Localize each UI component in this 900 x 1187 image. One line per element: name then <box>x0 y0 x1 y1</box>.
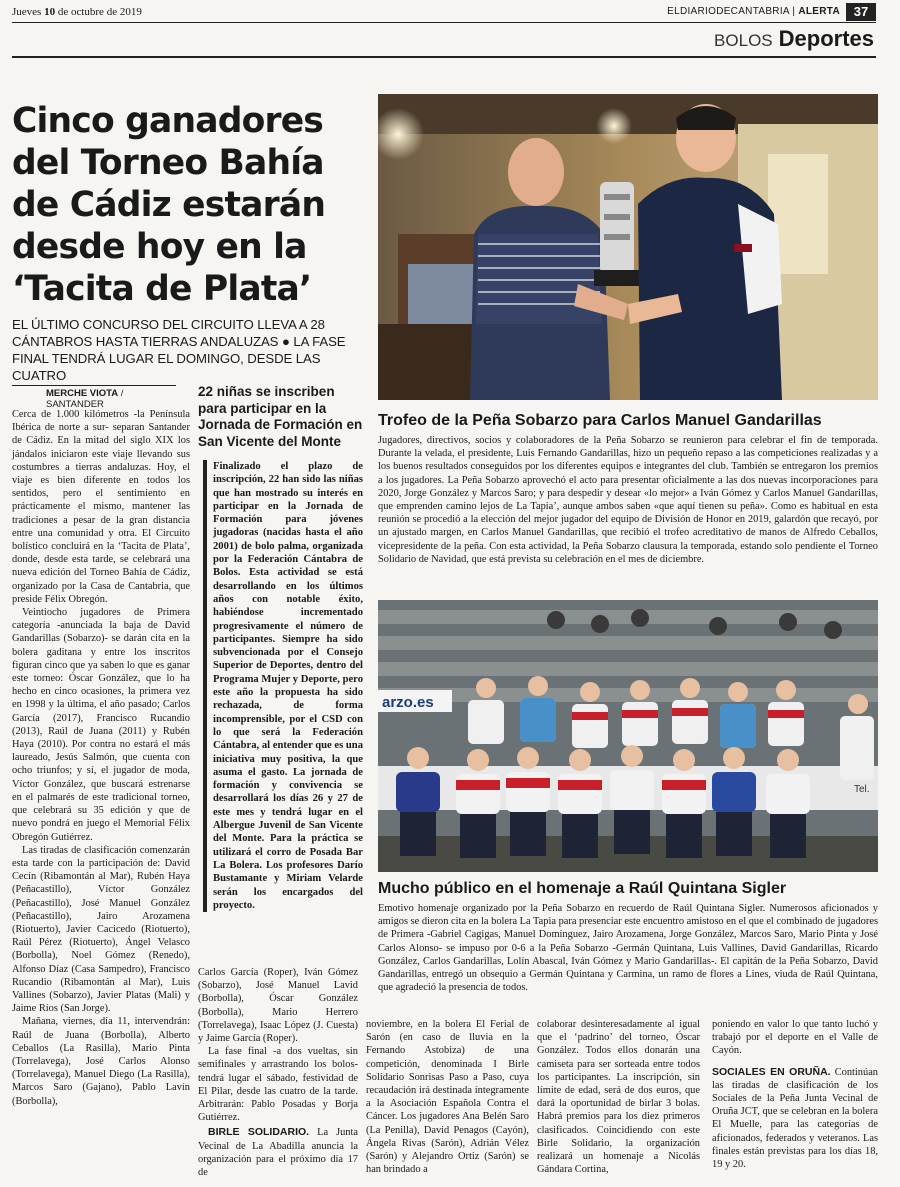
sidebar-body: Finalizado el plazo de inscripción, 22 han sido las niñas que han mostrado su interés en participar en la Jornada de Formación para jóvenes jugadoras (nacidas hasta el año 2001) de bolo palma, organizada por la Federación Cántabra de Bolos. Esta actividad se está desarrollando en los últimos años con notable éxito, habiéndose incrementado progresivamente el número de participantes. Siempre ha sido subvencionada por el Consejo Superior de Deportes, dentro del Programa Mujer y Deporte, pero este año la propuesta ha sido rechazada, de forma incomprensible, por el CSD con lo que será la Federación Cántabra, al entender que es una iniciativa muy positiva, la que asuma el gasto. La jornada de formación y convivencia se desarrollará los días 26 y 27 de este mes y tendrá lugar en el Albergue Juvenil de San Vicente del Monte. Para la práctica se utilizará el corro de Posada Bar La Bolera. Los profesores Darío Bustamante y Miriam Velarde serán los encargados del proyecto. <box>203 460 363 912</box>
headline: Cinco ganadores del Torneo Bahía de Cádiz estarán desde hoy en la ‘Tacita de Plata’ <box>12 101 326 309</box>
photo-trophy-illustration <box>378 94 878 400</box>
photo-team-illustration <box>378 600 878 872</box>
article-column-3 <box>366 1018 529 1176</box>
story1-body: Jugadores, directivos, socios y colaboradores de la Peña Sobarzo se reunieron para celebrar el fin de temporada. Durante la velada, el presidente, Luis Fernando Gandarillas, hizo un pequeño repaso a las competiciones realizadas y a los buenos resultados conseguidos por los diferentes equipos e integrantes del club. También se entregaron los premios a los jugadores. La Peña Sobarzo aprovechó el acto para presentar oficialmente a las dos nuevas incorporaciones para 2020, Jorge González y Marcos Saro; y para despedir y desear «lo mejor» a Iván Gómez y Carlos Manuel Gandarillas, que emprenden camino lejos de La Tapia’, aunque ambos saben «que aquí tienen su peña». Como es habitual en esta reunión se procedió a la elección del mejor jugador del equipo de División de Honor en 2019, galardón que recayó, por un ajustado margen, en Carlos Manuel Gandarillas, que recibió el trofeo acreditativo de manos de Alfredo Ceballos, vicepresidente de la peña. Con esta actividad, la Peña Sobarzo clausura la temporada, estando solo pendiente el Torneo Solidario de Navidad, que está prevista su celebración en el mes de diciembre. <box>378 435 878 565</box>
banner-text: arzo.es <box>382 694 434 711</box>
paragraph: Carlos García (Roper), Iván Gómez (Sobarzo), José Manuel Lavid (Borbolla), Óscar González (Borbolla), Mario Herrero (Torrelavega), Isaac López (J. Cuesta) y Jaime García (Roper). <box>198 967 358 1045</box>
paragraph: Cerca de 1.000 kilómetros -la Península Ibérica de norte a sur- separan Santander de Cádiz. En la mitad del siglo XIX los jándalos iniciaron este viaje llevando sus costumbres a tierras andaluzas. Hoy, el viaje es bien diferente en todos los sentidos, pero el sentimiento en prácticamente el mismo, mantener las tradiciones a pesar de la gran distancia entre una comunidad y otra. El Circuito bolístico concluirá en la ‘Tacita de Plata’, donde, desde esta tarde, se celebrará una nueva edición del Torneo Bahía de Cádiz, organizado por la Casa de Cantabria, que preside Félix Obregón. <box>12 409 190 605</box>
subheadline: EL ÚLTIMO CONCURSO DEL CIRCUITO LLEVA A 28 CÁNTABROS HASTA TIERRAS ANDALUZAS ● LA FASE FINAL TENDRÁ LUGAR EL DOMINGO, DESDE LAS CUATRO <box>12 317 346 383</box>
paragraph: Veintiocho jugadores de Primera categoría -anunciada la baja de David Gandarillas (Sobarzo)- se darán cita en la bolera gaditana y entre los inscritos figuran cinco que ya saben lo que es ganar este torneo: Óscar González, que lo ha hecho en cinco ocasiones, la primera vez en 1998 y la última, el año pasado; Carlos García (2017), Francisco Rucandio (2013), Raúl de Juana (2011) y Rubén Haya (2010). Por contra no estará el más laureado, Jesús Salmón, que cuenta con ocho triunfos; y sí, el jugador de moda, Víctor González, que buscará estrenarse en el palmarés de este tradicional torneo, que celebrará su 35 edición y que de nuevo pondrá en juego el Memorial Félix Obregón Gutiérrez. <box>12 607 190 843</box>
paragraph: BIRLE SOLIDARIO. La Junta Vecinal de La Abadilla anuncia la organización para el próximo día 17 de <box>198 1126 359 1179</box>
byline-rule <box>12 385 176 386</box>
article-column-2 <box>198 966 358 1179</box>
story2-body: Emotivo homenaje organizado por la Peña Sobarzo en recuerdo de Raúl Quintana Sigler. Numerosos aficionados y amigos se dieron cita en la bolera La Tapia para presenciar este encuentro amistoso en el que el combinado de jugadores de Primera -Gabriel Cagigas, Manuel Domínguez, Jairo Arozamena, Jorge González, Marcos Saro, Mario Pinta y José Carlos Alonso- se impuso por 0-6 a la Peña Sobarzo -Germán Quintana, Luis Vallines, David Gandarillas, Ricardo González, Carlos Gandarillas, Lolín Abascal, Iván Gómez y Mario Gandarillas-. El capitán de la Peña Sobarzo, David Gandarillas, entregó un obsequio a Germán Quintana y Carmina, un ramo de flores a Lines, viuda de Raúl Quintana, que agradeció la presencia de todos. <box>378 903 878 994</box>
paragraph: SOCIALES EN ORUÑA. Continúan las tiradas de clasificación de los Sociales de la Peña Junta Vecinal de Oruña JCT, que se celebran en la bolera El Muelle, para las categorías de aficionados, federados y veteranos. Las finales están previstas para los días 18, 19 y 20. <box>712 1065 878 1171</box>
section-rule <box>12 56 876 58</box>
byline: MERCHE VIOTA / SANTANDER <box>46 388 124 410</box>
paragraph: La fase final -a dos vueltas, sin semifinales y arrastrando los bolos- tendrá lugar el sábado, festividad de El Pilar, desde las cuatro de la tarde. Arbitrarán: Pablo Posadas y Borja Gutiérrez. <box>198 1046 358 1124</box>
section-title: BOLOS Deportes <box>714 26 874 51</box>
article-column-4 <box>537 1018 700 1176</box>
story2-title: Mucho público en el homenaje a Raúl Quintana Sigler <box>378 880 787 897</box>
page-date: Jueves 10 de octubre de 2019 <box>12 6 142 18</box>
article-column-1 <box>12 408 190 1108</box>
newspaper-name: ELDIARIODECANTABRIA | ALERTA <box>667 6 840 17</box>
paragraph: Mañana, viernes, día 11, intervendrán: Raúl de Juana (Borbolla), Alberto Ceballos (La Rasilla), Mario Pinta (Torrelavega), José Carlos Alonso (Torrelavega), Manuel Diego (La Rasilla), Marcos Saro (Gajano), Pablo Lavín (Borbolla), <box>12 1016 190 1107</box>
paragraph: noviembre, en la bolera El Ferial de Sarón (en caso de lluvia en la Fernando Astobiza) de una competición, denominada I Birle Solidario Sonrisas Paso a Paso, cuya recaudación irá destinada íntegramente a la Asociación Española Contra el Cáncer. Los jugadores Ana Belén Saro (La Penilla), David Penagos (Cayón), Ángela Rivas (Sarón), Adrián Vélez (Sarón) y Alejandro Ortiz (Sarón) se han brindado a <box>366 1019 529 1176</box>
sidebar-title: 22 niñas se inscriben para participar en la Jornada de Formación en San Vicente del Monte <box>198 384 363 449</box>
paragraph: Las tiradas de clasificación comenzarán esta tarde con la participación de: David Cecín (Ribamontán al Mar), Rubén Haya (Peñacastillo), Víctor González (Peñacastillo), José Manuel González (Peñacastillo), Jairo Arozamena (Riotuerto), Javier Cacicedo (Riotuerto), Raúl Pérez (Riotuerto), Ángel Velasco (Borbolla), Noel Gómez (Renedo), Alfonso Díaz (Casa Sampedro), Francisco Rucandio (Ribamontán al Mar), Luis Vallines (Sobarzo), Javier Platas (Mali) y Jaime Ríos (San Jorge). <box>12 844 190 1015</box>
header-rule <box>12 22 876 23</box>
banner-text-2: Tel. <box>854 784 870 795</box>
photo-trophy-presentation <box>378 94 878 400</box>
paragraph: colaborar desinteresadamente al igual que el ‘padrino’ del torneo, Óscar González. Todos ellos donarán una camiseta para ser sorteada entre todos los participantes. La inscripción, sin límite de edad, será de dos euros, que dará la oportunidad de birlar 3 bolas. Habrá premios para los diez primeros clasificados. Coincidiendo con este Birle Solidario, la organización realizará un homenaje a Nicolás Gándara Cortina, <box>537 1019 700 1176</box>
paragraph: poniendo en valor lo que tanto luchó y trabajó por el deporte en el Valle de Cayón. <box>712 1019 878 1057</box>
story1-title: Trofeo de la Peña Sobarzo para Carlos Manuel Gandarillas <box>378 412 822 429</box>
article-column-5 <box>712 1018 878 1171</box>
photo-team-group <box>378 600 878 872</box>
page-number: 37 <box>846 3 876 21</box>
